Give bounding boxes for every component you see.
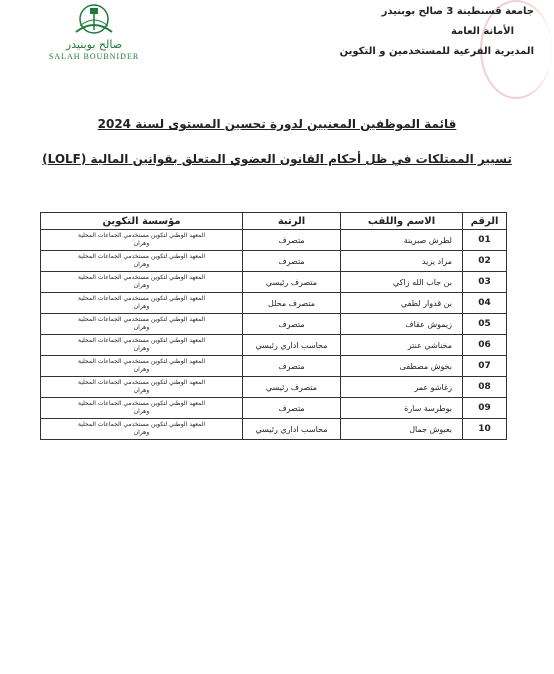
header-rank: الرتبة <box>243 213 341 230</box>
header-number: الرقم <box>463 213 507 230</box>
institution-name: المعهد الوطني لتكوين مستخدمي الجماعات المحلية <box>78 253 205 260</box>
row-institution <box>41 377 243 398</box>
row-full-name: بن قدوار لطفي <box>341 293 463 314</box>
institution-city: وهران <box>133 429 150 436</box>
row-number: 02 <box>463 251 507 272</box>
training-subject-title: تسيير الممتلكات في ظل أحكام القانون العضوي المتعلق بقوانين المالية (LOLF) <box>42 152 512 166</box>
row-full-name: لطرش صبرينة <box>341 230 463 251</box>
table-row <box>41 398 507 419</box>
logo-latin-text: SALAH BOUBNIDER <box>48 52 140 61</box>
institution-name: المعهد الوطني لتكوين مستخدمي الجماعات المحلية <box>78 421 205 428</box>
institution-name: المعهد الوطني لتكوين مستخدمي الجماعات المحلية <box>78 295 205 302</box>
institution-city: وهران <box>133 303 150 310</box>
table-header-row <box>41 213 507 230</box>
row-full-name: مخناشي عنتر <box>341 335 463 356</box>
header-secretariat: الأمانة العامة <box>451 26 514 37</box>
row-institution <box>41 251 243 272</box>
institution-city: وهران <box>133 282 150 289</box>
row-number: 04 <box>463 293 507 314</box>
institution-name: المعهد الوطني لتكوين مستخدمي الجماعات المحلية <box>78 358 205 365</box>
row-rank: متصرف رئيسي <box>243 272 341 293</box>
header-name: الاسم واللقب <box>341 213 463 230</box>
table-row <box>41 377 507 398</box>
row-number: 01 <box>463 230 507 251</box>
institution-city: وهران <box>133 324 150 331</box>
row-number: 06 <box>463 335 507 356</box>
table-row <box>41 230 507 251</box>
row-number: 08 <box>463 377 507 398</box>
table-row <box>41 251 507 272</box>
row-rank: متصرف <box>243 230 341 251</box>
row-full-name: بن جاب الله زاكي <box>341 272 463 293</box>
header-institution: مؤسسة التكوين <box>41 213 243 230</box>
open-book-emblem-icon <box>58 4 130 38</box>
institution-city: وهران <box>133 408 150 415</box>
row-full-name: بخوش مصطفى <box>341 356 463 377</box>
institution-name: المعهد الوطني لتكوين مستخدمي الجماعات المحلية <box>78 379 205 386</box>
row-institution <box>41 419 243 440</box>
row-full-name: مراد يزيد <box>341 251 463 272</box>
institution-city: وهران <box>133 366 150 373</box>
row-institution <box>41 335 243 356</box>
row-institution <box>41 314 243 335</box>
row-full-name: بوطرسة سارة <box>341 398 463 419</box>
institution-city: وهران <box>133 240 150 247</box>
table-row <box>41 314 507 335</box>
row-rank: متصرف محلل <box>243 293 341 314</box>
document-header <box>334 2 534 62</box>
row-institution <box>41 230 243 251</box>
row-full-name: بعبوش جمال <box>341 419 463 440</box>
institution-name: المعهد الوطني لتكوين مستخدمي الجماعات المحلية <box>78 316 205 323</box>
row-institution <box>41 356 243 377</box>
row-full-name: زيموش عقاف <box>341 314 463 335</box>
row-institution <box>41 398 243 419</box>
header-university: جامعة قسنطينة 3 صالح بوبنيدر <box>381 6 534 17</box>
row-number: 07 <box>463 356 507 377</box>
row-rank: متصرف <box>243 251 341 272</box>
institution-name: المعهد الوطني لتكوين مستخدمي الجماعات المحلية <box>78 400 205 407</box>
institution-name: المعهد الوطني لتكوين مستخدمي الجماعات المحلية <box>78 274 205 281</box>
row-rank: متصرف <box>243 314 341 335</box>
table-row <box>41 335 507 356</box>
institution-name: المعهد الوطني لتكوين مستخدمي الجماعات المحلية <box>78 232 205 239</box>
row-rank: متصرف <box>243 398 341 419</box>
row-number: 10 <box>463 419 507 440</box>
table-row <box>41 272 507 293</box>
row-institution <box>41 272 243 293</box>
row-rank: متصرف <box>243 356 341 377</box>
table-row <box>41 293 507 314</box>
employees-table <box>40 212 507 440</box>
logo-arabic-text: صالح بوبنيدر <box>65 38 123 51</box>
institution-city: وهران <box>133 345 150 352</box>
header-directorate: المديرية الفرعية للمستخدمين و التكوين <box>339 46 534 57</box>
row-number: 03 <box>463 272 507 293</box>
row-rank: محاسب اداري رئيسي <box>243 335 341 356</box>
row-rank: محاسب اداري رئيسي <box>243 419 341 440</box>
row-rank: متصرف رئيسي <box>243 377 341 398</box>
list-title: قائمة الموظفين المعنيين لدورة تحسين المستوى لسنة 2024 <box>97 117 457 131</box>
table-row <box>41 356 507 377</box>
institution-name: المعهد الوطني لتكوين مستخدمي الجماعات المحلية <box>78 337 205 344</box>
row-number: 05 <box>463 314 507 335</box>
university-logo <box>44 4 144 62</box>
row-full-name: زغاشو عمر <box>341 377 463 398</box>
institution-city: وهران <box>133 261 150 268</box>
table-row <box>41 419 507 440</box>
institution-city: وهران <box>133 387 150 394</box>
row-institution <box>41 293 243 314</box>
row-number: 09 <box>463 398 507 419</box>
